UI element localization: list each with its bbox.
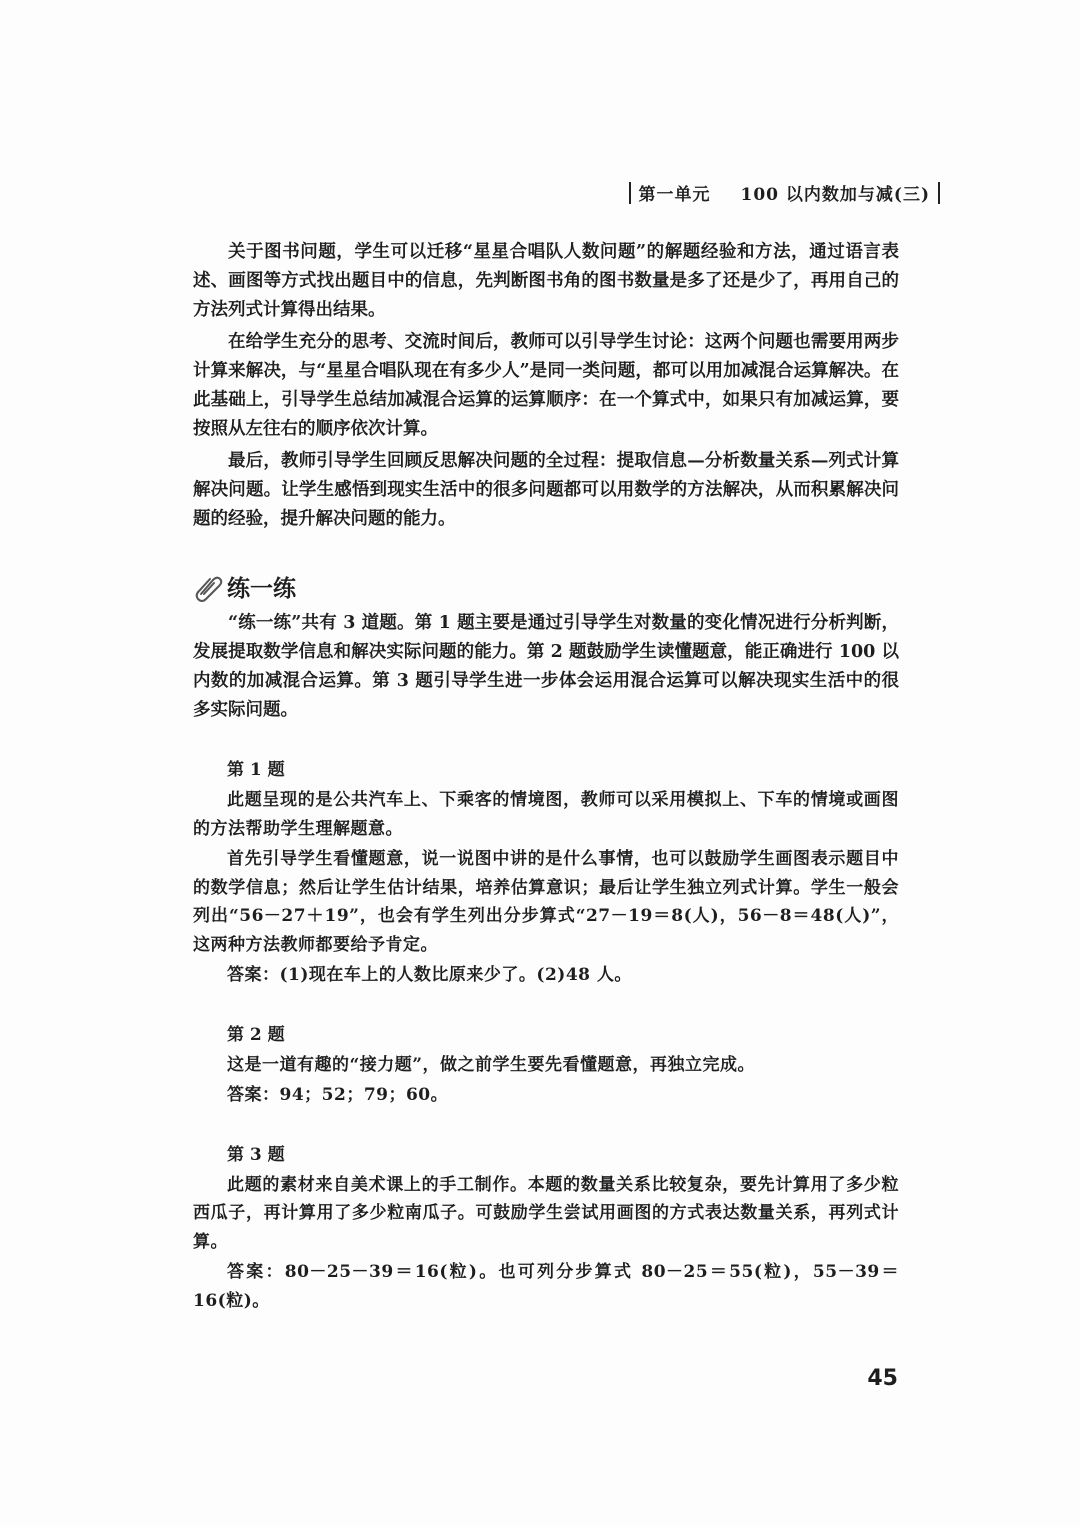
question-block-2 [193, 1020, 899, 1110]
question-block-1 [193, 755, 899, 990]
question-paragraph: 此题呈现的是公共汽车上、下乘客的情境图，教师可以采用模拟上、下车的情境或画图的方法帮助学生理解题意。 [193, 790, 899, 839]
paperclip-icon [193, 572, 223, 602]
page-content [193, 238, 899, 1317]
practice-summary: “练一练”共有 3 道题。第 1 题主要是通过引导学生对数量的变化情况进行分析判断，发展提取数学信息和解决实际问题的能力。第 2 题鼓励学生读懂题意，能正确进行 100 以内数的加减混合运算。第 3 题引导学生进一步体会运用混合运算可以解决现实生活中的很多实际问题。 [193, 613, 899, 720]
question-title: 第 3 题 [227, 1144, 285, 1165]
practice-section-title [193, 570, 899, 603]
intro-paragraph: 在给学生充分的思考、交流时间后，教师可以引导学生讨论：这两个问题也需要用两步计算来解决，与“星星合唱队现在有多少人”是同一类问题，都可以用加减混合运算解决。在此基础上，引导学生总结加减混合运算的运算顺序：在一个算式中，如果只有加减运算，要按照从左往右的顺序依次计算。 [193, 332, 899, 439]
header-left-bar [629, 182, 631, 204]
question-answer: 答案：80－25－39＝16(粒)。也可列分步算式 80－25＝55(粒)，55－39＝16(粒)。 [193, 1262, 899, 1311]
question-answer: 答案：94；52；79；60。 [227, 1085, 449, 1105]
question-paragraph: 此题的素材来自美术课上的手工制作。本题的数量关系比较复杂，要先计算用了多少粒西瓜子，再计算用了多少粒南瓜子。可鼓励学生尝试用画图的方式表达数量关系，再列式计算。 [193, 1174, 899, 1252]
question-paragraph: 这是一道有趣的“接力题”，做之前学生要先看懂题意，再独立完成。 [227, 1054, 756, 1075]
header-unit: 第一单元 [638, 185, 711, 205]
question-answer: 答案：(1)现在车上的人数比原来少了。(2)48 人。 [227, 965, 632, 985]
page-number: 45 [867, 1366, 898, 1391]
question-title: 第 1 题 [227, 760, 285, 780]
intro-paragraph: 关于图书问题，学生可以迁移“星星合唱队人数问题”的解题经验和方法，通过语言表述、画图等方式找出题目中的信息，先判断图书角的图书数量是多了还是少了，再用自己的方法列式计算得出结果。 [193, 242, 899, 320]
intro-paragraph: 最后，教师引导学生回顾反思解决问题的全过程：提取信息—分析数量关系—列式计算解决问题。让学生感悟到现实生活中的很多问题都可以用数学的方法解决，从而积累解决问题的经验，提升解决问题的能力。 [193, 451, 899, 529]
running-header [629, 180, 941, 205]
question-paragraph: 首先引导学生看懂题意，说一说图中讲的是什么事情，也可以鼓励学生画图表示题目中的数学信息；然后让学生估计结果，培养估算意识；最后让学生独立列式计算。学生一般会列出“56－27＋19”，也会有学生列出分步算式“27－19＝8(人)，56－8＝48(人)”，这两种方法教师都要给予肯定。 [193, 849, 899, 955]
header-right-bar [938, 182, 940, 204]
header-topic: 100 以内数加与减(三) [740, 185, 930, 205]
practice-title: 练一练 [227, 576, 296, 602]
question-block-3 [193, 1140, 899, 1316]
question-title: 第 2 题 [227, 1024, 285, 1045]
